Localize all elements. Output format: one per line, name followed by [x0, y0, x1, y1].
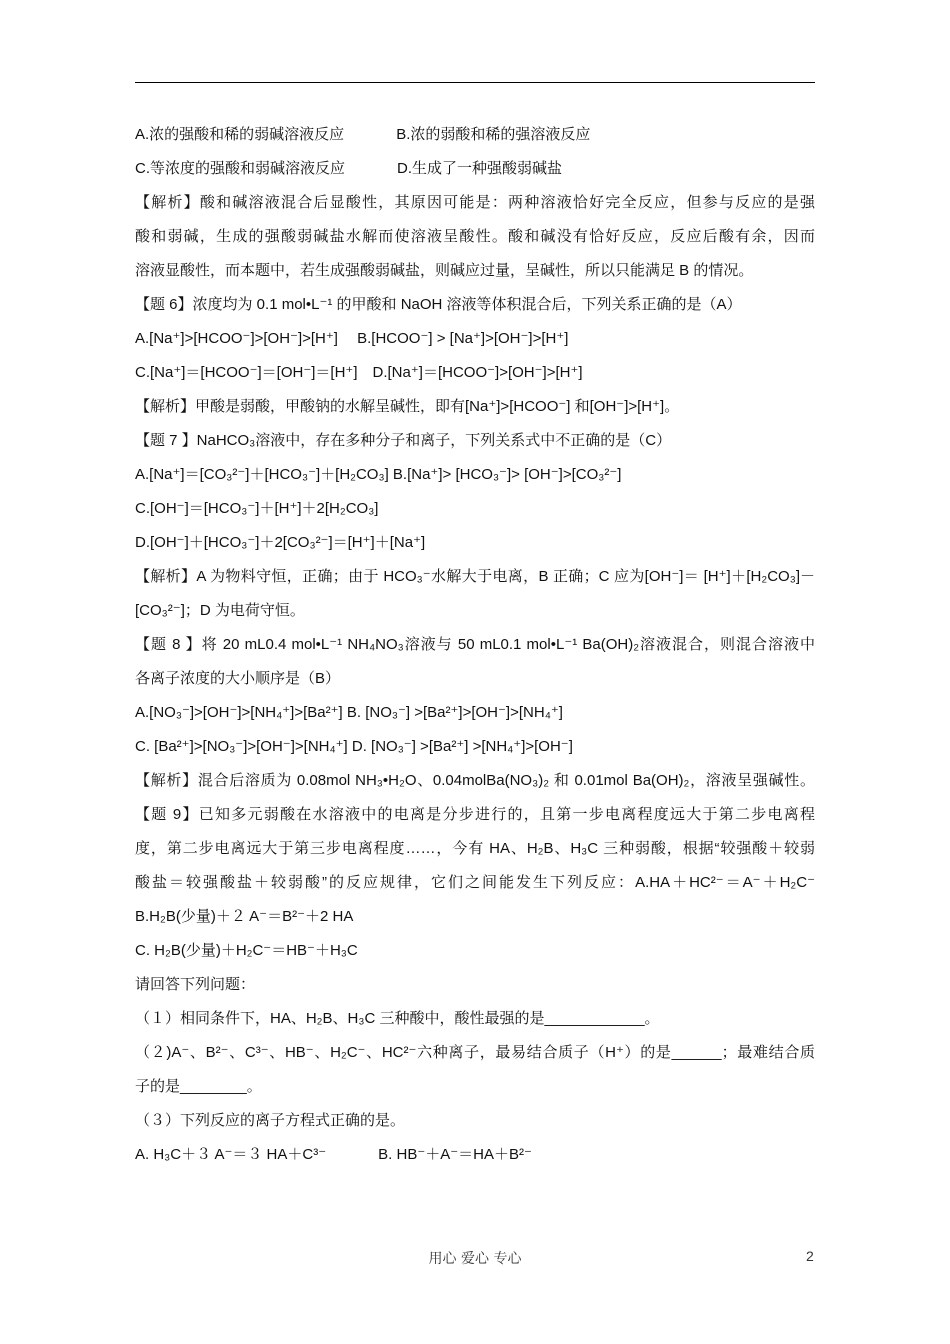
text-line [135, 118, 815, 152]
text-line: A.[NO₃⁻]>[OH⁻]>[NH₄⁺]>[Ba²⁺] B. [NO₃⁻] >[Ba²⁺]>[OH⁻]>[NH₄⁺] [135, 704, 563, 721]
option-text: A.浓的强酸和稀的弱碱溶液反应 [135, 126, 345, 143]
text-line: 【解析】甲酸是弱酸，甲酸钠的水解呈碱性，即有[Na⁺]>[HCOO⁻] 和[OH⁻]>[H⁺]。 [135, 398, 680, 415]
document-body [135, 118, 815, 1172]
text-line: 请回答下列问题： [135, 976, 256, 993]
text-line: C.[OH⁻]＝[HCO₃⁻]＋[H⁺]＋2[H₂CO₃] [135, 500, 379, 517]
text-line: （３）下列反应的离子方程式正确的是。 [135, 1112, 406, 1129]
text-line: 【解析】混合后溶质为 0.08mol NH₃•H₂O、0.04molBa(NO₃)₂ 和 0.01mol Ba(OH)₂，溶液呈强碱性。 [135, 772, 815, 789]
text-line: （１）相同条件下，HA、H₂B、H₃C 三种酸中，酸性最强的是____________。 [135, 1010, 660, 1027]
text-line [135, 152, 815, 186]
text-line: 各离子浓度的大小顺序是（B） [135, 670, 341, 687]
option-text: D.生成了一种强酸弱碱盐 [397, 160, 563, 177]
text-line [135, 1138, 815, 1172]
text-line: 【解析】A 为物料守恒，正确；由于 HCO₃⁻水解大于电离，B 正确；C 应为[OH⁻]＝ [H⁺]＋[H₂CO₃]－ [135, 568, 815, 585]
text-line: C.[Na⁺]＝[HCOO⁻]＝[OH⁻]＝[H⁺] D.[Na⁺]＝[HCOO⁻]>[OH⁻]>[H⁺] [135, 364, 583, 381]
text-line: 度，第二步电离远大于第三步电离程度……，今有 HA、H₂B、H₃C 三种弱酸，根据“较强酸＋较弱 [135, 840, 815, 857]
text-line: B.H₂B(少量)＋２ A⁻＝B²⁻＋2 HA [135, 908, 354, 925]
option-text: A. H₃C＋３ A⁻＝３ HA＋C³⁻ [135, 1146, 327, 1163]
text-line: A.[Na⁺]＝[CO₃²⁻]＋[HCO₃⁻]＋[H₂CO₃] B.[Na⁺]> [HCO₃⁻]> [OH⁻]>[CO₃²⁻] [135, 466, 622, 483]
text-line: 【题 6】浓度均为 0.1 mol•L⁻¹ 的甲酸和 NaOH 溶液等体积混合后，下列关系正确的是（A） [135, 296, 742, 313]
text-line: （２)A⁻、B²⁻、C³⁻、HB⁻、H₂C⁻、HC²⁻六种离子，最易结合质子（H⁺）的是______；最难结合质 [135, 1044, 815, 1061]
header-rule [135, 82, 815, 83]
text-line: 溶液显酸性，而本题中，若生成强酸弱碱盐，则碱应过量，呈碱性，所以只能满足 B 的情况。 [135, 262, 754, 279]
text-line: 【题 9】已知多元弱酸在水溶液中的电离是分步进行的，且第一步电离程度远大于第二步电离程 [135, 806, 815, 823]
text-line: C. [Ba²⁺]>[NO₃⁻]>[OH⁻]>[NH₄⁺] D. [NO₃⁻] >[Ba²⁺] >[NH₄⁺]>[OH⁻] [135, 738, 573, 755]
option-text: B.浓的弱酸和稀的强溶液反应 [396, 126, 591, 143]
text-line: 酸和弱碱，生成的强酸弱碱盐水解而使溶液呈酸性。酸和碱没有恰好反应，反应后酸有余，因而 [135, 228, 815, 245]
text-line: A.[Na⁺]>[HCOO⁻]>[OH⁻]>[H⁺] B.[HCOO⁻] > [Na⁺]>[OH⁻]>[H⁺] [135, 330, 569, 347]
text-line: 【解析】酸和碱溶液混合后显酸性，其原因可能是：两种溶液恰好完全反应，但参与反应的是强 [135, 194, 815, 211]
text-line: D.[OH⁻]＋[HCO₃⁻]＋2[CO₃²⁻]＝[H⁺]＋[Na⁺] [135, 534, 426, 551]
text-line: [CO₃²⁻]；D 为电荷守恒。 [135, 602, 305, 619]
text-line: C. H₂B(少量)＋H₂C⁻＝HB⁻＋H₃C [135, 942, 358, 959]
text-line: 【题 8 】将 20 mL0.4 mol•L⁻¹ NH₄NO₃溶液与 50 mL0.1 mol•L⁻¹ Ba(OH)₂溶液混合，则混合溶液中 [135, 636, 815, 653]
text-line: 【题 7 】NaHCO₃溶液中，存在多种分子和离子，下列关系式中不正确的是（C） [135, 432, 672, 449]
option-text: C.等浓度的强酸和弱碱溶液反应 [135, 160, 346, 177]
footer-motto: 用心 爱心 专心 [428, 1251, 522, 1267]
page-number: 2 [806, 1248, 814, 1264]
text-line: 子的是________。 [135, 1078, 262, 1095]
text-line: 酸盐＝较强酸盐＋较弱酸”的反应规律，它们之间能发生下列反应：A.HA＋HC²⁻＝A⁻＋H₂C⁻ [135, 874, 815, 891]
option-text: B. HB⁻＋A⁻＝HA＋B²⁻ [378, 1146, 532, 1163]
